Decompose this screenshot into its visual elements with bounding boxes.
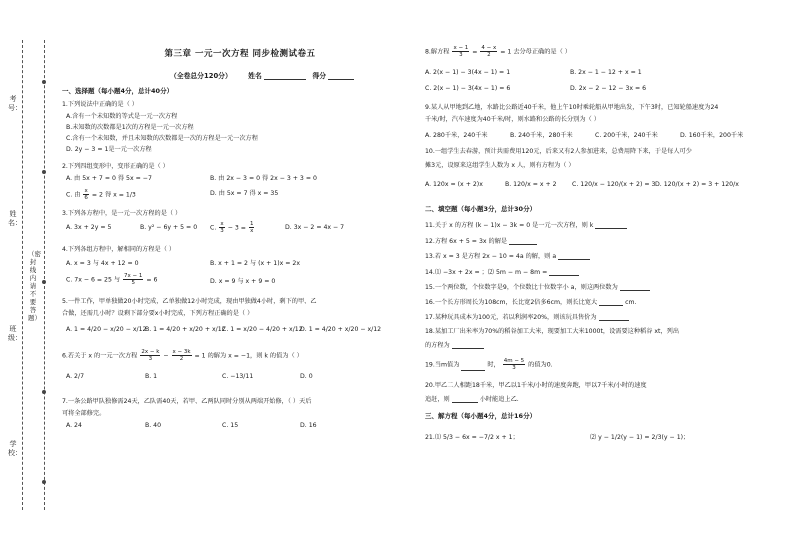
q4-option-d[interactable]: D. x = 9 与 x + 9 = 0	[210, 278, 276, 285]
q3-option-d[interactable]: D. 3x − 2 = 4x − 7	[285, 224, 345, 231]
bind-hole	[42, 390, 46, 394]
q3-stem: 3.下列各方程中，是一元一次方程的是（ ）	[62, 210, 182, 217]
q6-fraction-2: $\frac{x - 3k}{2}$	[172, 349, 191, 362]
q21-part-1: 21.⑴ 5/3 − 6x = −7/2 x + 1；	[425, 434, 519, 441]
q3-c-middle: − 3 =	[227, 224, 246, 232]
exam-title: 第三章 一元一次方程 同步检测试卷五	[164, 49, 316, 59]
q6-fraction-1: $\frac{2x - k}{3}$	[141, 349, 160, 362]
q4-option-b[interactable]: B. x + 1 = 2 与 (x + 1)x = 2x	[210, 260, 300, 267]
q2-option-d[interactable]: D. 由 5x = 7 得 x = 35	[210, 190, 279, 197]
q12-text: 12.方程 6x + 5 = 3x 的解是	[425, 238, 508, 245]
q9-option-c[interactable]: C. 200千米，240千米	[595, 132, 658, 139]
score-field-label: 得分	[312, 72, 327, 80]
q7-line-1: 7.一条公路甲队独修需24天，乙队需40天，若甲、乙两队同时分别从两端开始修，（ ）天后	[62, 398, 312, 405]
q8-stem-prefix: 8.解方程	[425, 48, 450, 56]
q5-line-1: 5.一件工作，甲单独做20小时完成，乙单独做12小时完成，现由甲独做4小时，剩下的甲、乙	[62, 298, 317, 305]
denominator: 3	[512, 365, 516, 371]
q14	[425, 267, 579, 276]
q2-option-b[interactable]: B. 由 2x − 3 = 0 得 2x − 3 + 3 = 0	[210, 175, 317, 182]
q11	[425, 220, 627, 229]
denominator: x	[250, 228, 254, 234]
exam-subtitle	[170, 70, 390, 80]
q6-option-d[interactable]: D. 0	[300, 373, 313, 380]
name-blank[interactable]	[264, 79, 306, 80]
q16-unit: cm.	[625, 299, 637, 306]
q13-answer-blank[interactable]	[558, 259, 590, 260]
q10-option-a[interactable]: A. 120x = (x + 2)x	[425, 181, 483, 188]
q9-line-2: 千米/时，汽车速度为40千米/时，则水路和公路的长分别为（ ）	[425, 116, 600, 123]
q3-c-prefix: C.	[210, 224, 217, 232]
q13	[425, 251, 590, 260]
numerator: x	[220, 221, 224, 227]
q1-option-b[interactable]: B.未知数的次数都是1次的方程是一元一次方程	[66, 124, 194, 131]
q15-answer-blank[interactable]	[620, 290, 650, 291]
q10-option-d[interactable]: D. 120/(x + 2) = 3 + 120/x	[655, 181, 739, 188]
q19-middle: 时，	[487, 361, 500, 369]
q9-option-b[interactable]: B. 240千米，280千米	[510, 132, 573, 139]
q6-stem-suffix: = 1 的解为 x = −1，则 k 的值为（ ）	[194, 352, 303, 360]
q4-option-c[interactable]	[66, 273, 157, 286]
q21-part-2: ⑵ y − 1/2(y − 1) = 2/3(y − 1)；	[590, 434, 690, 441]
seal-line	[22, 40, 23, 510]
q6-stem-prefix: 6.若关于 x 的一元一次方程	[62, 352, 138, 360]
q7-option-d[interactable]: D. 16	[300, 422, 317, 429]
q17-text: 17.某种玩具成本为100元，若以利润率20%，则该玩具售价为	[425, 314, 597, 321]
q9-option-a[interactable]: A. 280千米，240千米	[425, 132, 488, 139]
q8-fraction-1: $\frac{x - 1}{3}$	[453, 45, 469, 58]
q3-c-fraction-2	[249, 221, 255, 234]
numerator: 4m − 5	[503, 358, 525, 364]
q4-stem: 4.下列各组方程中，解相同的方程是（ ）	[62, 246, 176, 253]
school-label: 学校：	[8, 440, 22, 457]
bind-hole	[42, 280, 46, 284]
q4-c-suffix: = 6	[146, 276, 158, 284]
q7-option-c[interactable]: C. 15	[222, 422, 239, 429]
q20-line-2	[425, 394, 519, 403]
q19-fraction	[503, 358, 525, 371]
q10-line-2: 摊3元，设原来这组学生人数为 x 人，则有方程为（ ）	[425, 162, 575, 169]
total-score-info: （全卷总分120分）	[170, 72, 232, 80]
numerator: x	[84, 188, 88, 194]
q1-option-d[interactable]: D. 2y − 3 = 1是一元一次方程	[66, 146, 152, 153]
q14-answer-blank[interactable]	[549, 275, 579, 276]
q20-answer-blank[interactable]	[452, 402, 478, 403]
q18-answer-blank[interactable]	[452, 348, 484, 349]
name-label: 姓名：	[8, 210, 22, 227]
q19-answer-blank[interactable]	[461, 370, 485, 371]
q1-stem: 1.下列说法中正确的是（ ）	[62, 101, 138, 108]
q2-c-prefix: C. 由	[66, 191, 81, 199]
q5-option-b[interactable]: B. 1 = 4/20 + x/20 + x/12	[145, 326, 226, 333]
q11-answer-blank[interactable]	[595, 228, 627, 229]
q19-prefix: 19.当m值为	[425, 361, 460, 369]
q15-text: 15.一个两位数，个位数字是9，个位数比十位数字小 a，则这两位数为	[425, 284, 618, 291]
q12-answer-blank[interactable]	[509, 244, 537, 245]
q10-line-1: 10.一组学生去春游，预计共需费用120元，后来又有2人参加进来，总费用降下来，于是每人可少	[425, 148, 692, 155]
q3-option-b[interactable]: B. y² − 6y + 5 = 0	[140, 224, 198, 231]
q3-c-fraction-1	[219, 221, 225, 234]
seal-line	[44, 40, 45, 510]
name-field-label: 姓名	[248, 72, 262, 80]
seal-notice: （密 封 线 内 请 不 要 答 题）	[28, 250, 41, 322]
q8-stem-suffix: 去分母正确的是（ ）	[513, 48, 571, 56]
q15	[425, 282, 650, 291]
q5-line-2: 合做，还需几小时？设剩下部分要x小时完成，下列方程正确的是（ ）	[62, 310, 254, 317]
q3-option-a[interactable]: A. 3x + 2y = 5	[66, 224, 112, 231]
q8-option-b[interactable]: B. 2x − 1 − 12 + x = 1	[570, 69, 642, 76]
denominator: 5	[131, 280, 135, 286]
q8-option-a[interactable]: A. 2(x − 1) − 3(4x − 1) = 1	[425, 69, 511, 76]
q8-stem: 8.解方程 $\frac{x - 1}{3}$ = $\frac{4 - x}{2}$ = 1 去分母正确的是（ ）	[425, 45, 571, 58]
section-fill-heading: 二、填空题（每小题3分，总计30分）	[425, 205, 537, 213]
q14-text: 14.⑴ −3x + 2x = ；⑵ 5m − m − 8m =	[425, 269, 548, 276]
denominator: 6	[84, 195, 88, 201]
q5-option-c[interactable]: C. 1 = x/20 − 4/20 + x/12	[222, 326, 303, 333]
q16	[425, 297, 636, 306]
binding-margin	[0, 40, 60, 510]
q16-text: 16.一个长方形周长为108cm，长比宽2倍多6cm，则长比宽大	[425, 299, 598, 306]
q18-line-1: 18.某加工厂出米率为70%的稻谷加工大米，现要加工大米1000t，设需要这种稻谷 xt，列出	[425, 328, 680, 335]
q3-option-c[interactable]	[210, 221, 255, 234]
q17	[425, 312, 629, 321]
q9-option-d[interactable]: D. 160千米，200千米	[680, 132, 744, 139]
q4-c-prefix: C. 7x − 6 = 25 与	[66, 276, 121, 284]
q20-text: 追赶，则	[425, 396, 450, 403]
bind-hole	[42, 170, 46, 174]
q18-line-2	[425, 340, 484, 349]
q12	[425, 236, 537, 245]
numerator: 7x − 1	[124, 273, 143, 279]
q7-option-b[interactable]: B. 40	[145, 422, 162, 429]
q2-c-fraction	[83, 188, 89, 201]
q10-option-b[interactable]: B. 120/x = x + 2	[505, 181, 557, 188]
q18-text: 的方程为	[425, 342, 450, 349]
bind-hole	[42, 80, 46, 84]
q6-option-c[interactable]: C. −13/11	[222, 373, 254, 380]
q5-option-a[interactable]: A. 1 = 4/20 − x/20 − x/12	[66, 326, 147, 333]
q1-option-a[interactable]: A.含有一个未知数的等式是一元一次方程	[66, 113, 178, 120]
q4-c-fraction	[123, 273, 143, 286]
exam-number-label: 考号：	[8, 95, 22, 112]
q20-line-1: 20.甲乙二人相距18千米，甲乙以1千米/小时的速度奔跑，甲以7千米/小时的速度	[425, 382, 647, 389]
q2-option-a[interactable]: A. 由 5x + 7 = 0 得 5x = −7	[66, 175, 152, 182]
bind-hole	[42, 480, 46, 484]
score-blank[interactable]	[328, 79, 354, 80]
q6-stem: 6.若关于 x 的一元一次方程 $\frac{2x - k}{3}$ − $\frac{x - 3k}{2}$ = 1 的解为 x = −1，则 k 的值为（ ）	[62, 349, 303, 362]
q2-stem: 2.下列四组变形中，变形正确的是（ ）	[62, 163, 169, 170]
q13-text: 13.若 x = 3 是方程 2x − 10 = 4a 的解，则 a	[425, 253, 557, 260]
q8-option-c[interactable]: C. 2(x − 1) − 3(4x − 1) = 6	[425, 85, 511, 92]
numerator: 1	[249, 221, 254, 227]
section-choice-heading: 一、选择题（每小题4分，总计40分）	[62, 87, 174, 95]
q4-option-a[interactable]: A. x = 3 与 4x + 12 = 0	[66, 260, 139, 267]
q5-option-d[interactable]: D. 1 = 4/20 + x/20 − x/12	[300, 326, 382, 333]
q6-option-a[interactable]: A. 2/7	[66, 373, 85, 380]
q8-option-d[interactable]: D. 2x − 2 − 12 − 3x = 6	[570, 85, 647, 92]
q17-answer-blank[interactable]	[599, 320, 629, 321]
class-label: 班级：	[8, 325, 22, 342]
q19-suffix: 的值为0.	[528, 361, 553, 369]
q6-option-b[interactable]: B. 1	[145, 373, 158, 380]
q8-fraction-2: $\frac{4 - x}{2}$	[481, 45, 497, 58]
q19	[425, 358, 553, 371]
q20-suffix: 小时能追上乙.	[479, 396, 519, 403]
section-solve-heading: 三、解方程（每小题4分，总计16分）	[425, 412, 537, 420]
q9-line-1: 9.某人从甲地到乙地，水路比公路近40千米，他上午10时乘轮船从甲地出发，下午3时，已知轮船速度为24	[425, 104, 719, 111]
q2-option-c[interactable]	[66, 188, 136, 201]
q2-c-suffix: = 2 得 x = 1/3	[91, 191, 136, 199]
q10-option-c[interactable]: C. 120/x − 120/(x + 2) = 3	[572, 181, 656, 188]
q7-line-2: 可将全部修完。	[62, 410, 106, 417]
q7-option-a[interactable]: A. 24	[66, 422, 82, 429]
q16-answer-blank[interactable]	[599, 305, 623, 306]
q1-option-c[interactable]: C.含有一个未知数，并且未知数的次数都是一次的方程是一元一次方程	[66, 135, 258, 142]
denominator: 3	[220, 228, 224, 234]
q11-text: 11.关于 x 的方程 (k − 1)x − 3k = 0 是一元一次方程，则 k	[425, 222, 594, 229]
